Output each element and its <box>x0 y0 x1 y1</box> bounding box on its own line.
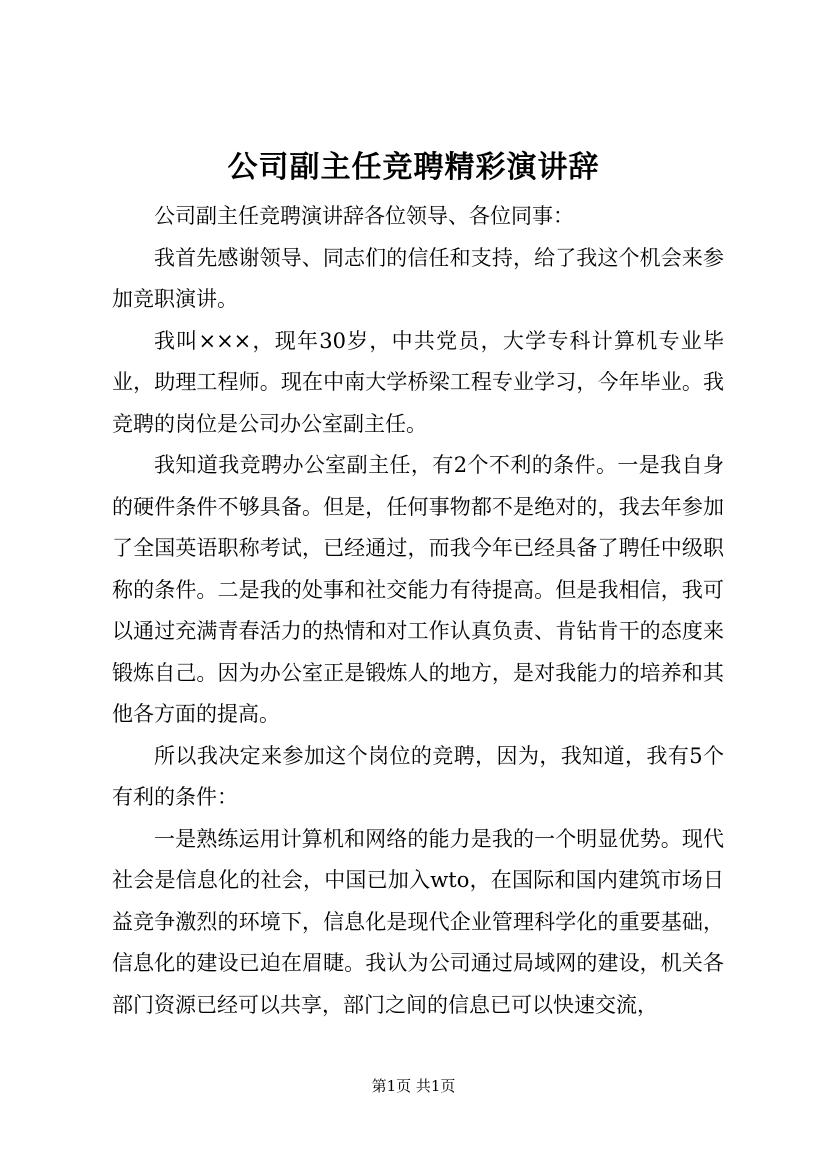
paragraph-introduction: 我叫×××，现年30岁，中共党员，大学专科计算机专业毕业，助理工程师。现在中南大学桥梁工程专业学习，今年毕业。我竞聘的岗位是公司办公室副主任。 <box>112 328 724 436</box>
document-title: 公司副主任竞聘精彩演讲辞 <box>227 150 600 185</box>
page-footer: 第1页 共1页 <box>371 1077 456 1095</box>
paragraph-thanks: 我首先感谢领导、同志们的信任和支持，给了我这个机会来参加竞职演讲。 <box>112 245 724 311</box>
paragraph-decision: 所以我决定来参加这个岗位的竞聘，因为，我知道，我有5个有利的条件： <box>112 743 724 809</box>
paragraph-salutation: 公司副主任竞聘演讲辞各位领导、各位同事： <box>154 204 574 228</box>
paragraph-advantage-one: 一是熟练运用计算机和网络的能力是我的一个明显优势。现代社会是信息化的社会，中国已加入wto，在国际和国内建筑市场日益竞争激烈的环境下，信息化是现代企业管理科学化的重要基础，信息化的建设已迫在眉睫。我认为公司通过局域网的建设，机关各部门资源已经可以共享，部门之间的信息已可以快速交流， <box>112 826 724 1017</box>
paragraph-disadvantages: 我知道我竞聘办公室副主任，有2个不利的条件。一是我自身的硬件条件不够具备。但是，任何事物都不是绝对的，我去年参加了全国英语职称考试，已经通过，而我今年已经具备了聘任中级职称的条件。二是我的处事和社交能力有待提高。但是我相信，我可以通过充满青春活力的热情和对工作认真负责、肯钻肯干的态度来锻炼自己。因为办公室正是锻炼人的地方，是对我能力的培养和其他各方面的提高。 <box>112 453 724 726</box>
document-body <box>112 196 724 1026</box>
